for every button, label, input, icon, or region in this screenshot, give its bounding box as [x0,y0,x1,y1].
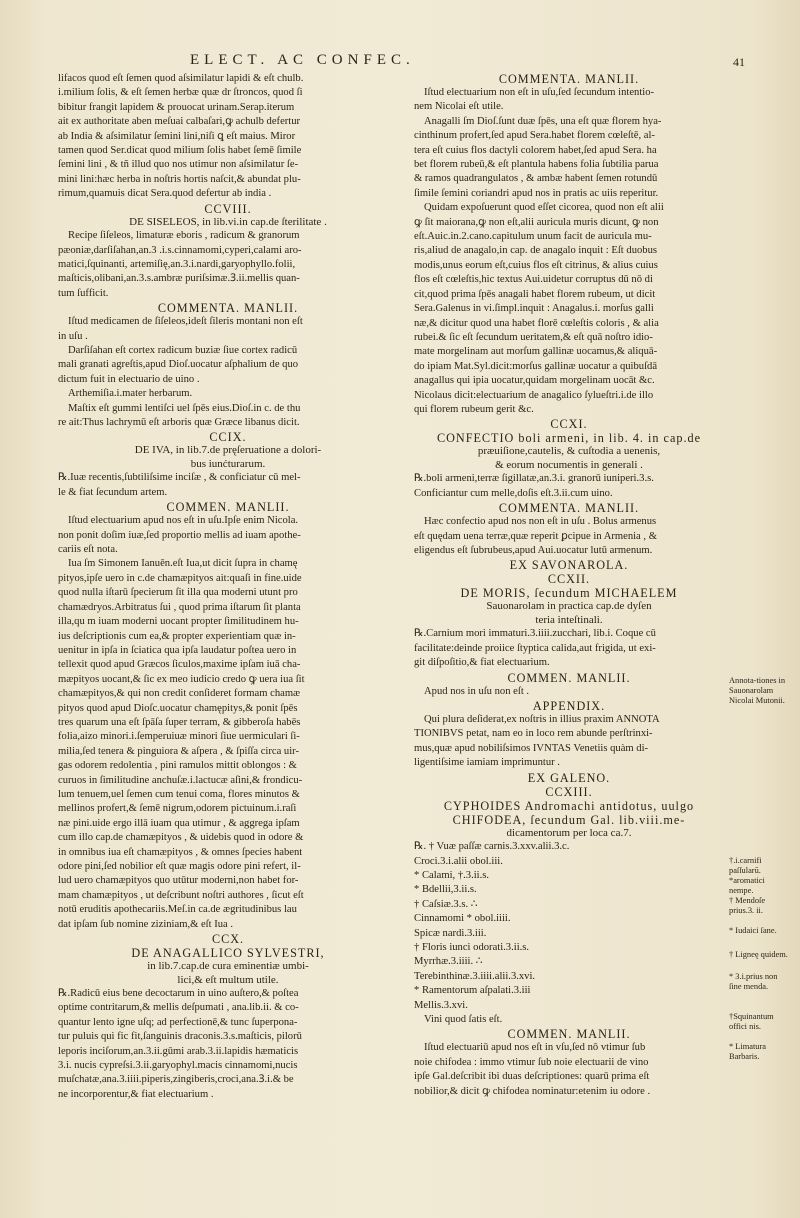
right-column-line: flos eſt cœleſtis,hic textus Aui.uidetur corruptus dū nō di [414,274,653,286]
right-column-heading: dicamentorum per loca ca.7. [506,826,632,839]
left-column-line: tum ſufficit. [58,287,109,299]
left-column-heading: CCIX. [209,430,247,445]
margin-note: †Squinantum offici nis. [729,1012,774,1031]
right-column-line: Iſtud electuariū apud nos eſt in vſu,ſed nō vtimur ſub [424,1042,646,1054]
left-column-line: Iſtud medicamen de ſiſeleos,ideſt ſileris montani non eſt [68,316,303,328]
left-column-line: le & fiat ſecundum artem. [58,486,168,498]
left-column-line: Iſtud electuarium apud nos eſt in uſu.Ipſe enim Nicola. [68,515,299,527]
left-column-heading: CCVIII. [204,201,252,216]
left-column-line: curuos in ſimilitudine anchuſæ.i.lactucæ aſini,& frondicu- [58,774,303,786]
left-column-heading: COMMENTA. MANLII. [157,301,299,316]
left-column-line: optime contritarum,& mellis deſpumati , ana.lib.ii. & co- [58,1002,299,1014]
right-column-line: Iſtud electuarium non eſt in uſu,ſed ſecundum intentio- [424,87,655,98]
right-column-heading: Sauonarolam in practica cap.de dyſen [486,600,652,613]
left-column-line: bibitur frangit lapidem & prouocat urinam.Serap.iterum [58,101,295,113]
right-column-line: eſt quędam uena terræ,quæ reperit ꝑcipue in Armenia , & [414,530,657,542]
left-column-line: dictum fuit in electuario de uino . [58,373,200,385]
left-column-line: mini lini:hæc herba in noſtris hortis naſcit,& abundat plu- [58,173,301,185]
left-column-line: tur puluis qui fic fit,ſanguinis draconis.3.s.maſticis, pilorū [58,1031,302,1043]
right-column-heading: CCXIII. [545,784,593,799]
right-column-line: cit,quod prima ſpēs anagali habet florem rubeum, ut dicit [414,288,656,300]
right-column-heading: EX SAVONAROLA. [509,558,629,573]
right-column-line: Conficiantur cum melle,doſis eſt.3.ii.cum uino. [414,487,613,499]
right-column-heading: teria inteſtinali. [535,613,603,626]
page-number: 41 [733,55,745,69]
right-column-line: ℞.Carnium mori immaturi.3.iiii.zucchari, lib.i. Coque cū [414,628,656,640]
left-column-line: lud uero chamæpityos quo utūtur moderni,non habet for- [58,875,299,887]
left-column-line: pityos,ipſe uero in c.de chamæpityos ait:quaſi in fine.uide [58,572,302,584]
right-column-line: qui florem rubeum gerit &c. [414,403,534,415]
left-column-heading: lici,& eſt multum utile. [177,973,279,986]
left-column-line: cum illo cap.de chamæpityos , & uidebis quod in odore & [58,832,304,844]
left-column-line: ait ex authoritate aben meſuai calbaſari,ꝙ achulb defertur [58,116,301,128]
right-column-line: Vini quod ſatis eſt. [424,1014,503,1025]
left-column-heading: in lib.7.cap.de cura eminentiæ umbi- [147,960,309,973]
right-column-line: næ,& dicitur quod una habet florē cœleſtis coloris , & alia [414,317,659,329]
left-column-line: matici,ſquinanti, artemiſię,an.3.i.nardi,garyophyllo.folii, [58,258,296,270]
right-column-line: ipſe Gal.deſcribit ibi duas deſcriptiones: quarū prima eſt [414,1071,650,1083]
left-column-line: rimum,quamuis dicat Sera.quod defertur ab india . [58,188,272,200]
right-column-line: tera eſt cuius flos dactyli colorem habet,ſed apud Sera. ha [414,144,657,156]
right-column-line: ꝙ ſit maiorana,ꝙ non eſt,alii auricula muris dicunt, ꝙ non [414,216,659,228]
right-column-heading: CYPHOIDES Andromachi antidotus, uulgo [443,798,695,813]
right-column [414,72,724,1099]
right-column-heading: COMMEN. MANLII. [507,670,631,685]
right-column-line: rubei.& ſic eſt ſecundum ueritatem,& eſt quā noſtro idio- [414,331,653,343]
left-column-line: chamædryos.Arbitratus ſui , quod prima iſtarum ſit planta [58,601,301,613]
right-column-line: bet florem rubeū,& eſt plantula habens folia ſubtilia parua [414,159,659,171]
right-column-line: ris,aliud de anagalo,in cap. de anagalo inquit : Eſt duobus [414,245,658,257]
left-column-heading: CCX. [211,932,245,947]
left-column-line: ℞.Iuæ recentis,ſubtiliſsime inciſæ , & conficiatur cū mel- [58,472,301,484]
left-column-line: odore pini,ſed nobilior eſt quæ magis odore pini refert, il- [58,861,301,872]
left-column-line: chamæpityos,& qui non credit conſideret formam chamæ [58,688,301,700]
margin-note: †.i.carnifi paſſularū. [729,856,762,875]
margin-note: * 3.i.prius non ſine menda. [729,972,778,991]
right-column-line: ℞. † Vuæ paſſæ carnis.3.xxv.alii.3.c. [414,841,570,853]
left-column-line: Arthemiſia.i.mater herbarum. [68,388,193,400]
right-column-heading: præuiſione,cautelis, & cuſtodia a uenenis, [477,445,661,458]
left-column-line: tellexit quod apud Græcos ſiculos,maxime ipſam iuā cha- [58,659,301,671]
right-column-line: * Ramentorum aſpalati.3.iii [414,985,531,997]
left-column-line: mæpityos uocant,& ſic ex meo iudicio credo ꝙ uera iua ſit [58,673,305,685]
right-column-heading: COMMEN. MANLII. [507,1027,631,1042]
right-column-line: Quidam expoſuerunt quod eſſet cicorea, quod non eſt alii [424,202,664,214]
left-column-line: Iua ſm Simonem Ianuēn.eſt Iua,ut dicit ſupra in chamę [68,558,298,570]
right-column-line: Hæc confectio apud nos non eſt in uſu . Bolus armenus [424,516,657,528]
right-column-heading: COMMENTA. MANLII. [498,501,640,516]
margin-note: *aromatici nempe. [729,876,765,895]
right-column-line: mate morgelinam aut morſum gallinæ uocamus,& aliquā- [414,346,658,358]
right-column-line: do ipiam Mat.Syl.dicit:morſus gallinæ uocatur a quibuſdā [414,360,658,372]
left-column-line: Darſiſahan eſt cortex radicum buziæ ſiue cortex radicū [68,345,298,356]
left-column-heading: DE IVA, in lib.7.de pręſeruatione a dolori- [134,444,322,457]
right-column-line: Apud nos in uſu non eſt . [424,685,530,697]
right-column-line: Mellis.3.xvi. [414,999,468,1011]
left-column-line: folia,aizo minori.i.ſemperuiuæ minori ſiue uermiculari ſi- [58,731,300,743]
right-column-heading: DE MORIS, ſecundum MICHAELEM [460,586,678,601]
left-column-line: cariis eſt nota. [58,544,118,556]
left-column-heading: bus iunćturarum. [190,457,266,470]
right-column-line: facilitate:deinde proiice ſtyptica calida,aut frigida, ut exi- [414,642,656,654]
right-column-heading: APPENDIX. [532,699,606,713]
left-column-line: in omnibus iua eſt chamæpityos , & omnes ſpecies habent [58,846,303,858]
right-column-line: eſt.Auic.in.2.cano.capitulum unum facit de auricula mu- [414,231,652,243]
right-column-line: mus,quæ apud nobiliſsimos IVNTAS Venetiis quàm di- [414,742,649,754]
left-column-line: pityos quod apud Dioſc.uocatur chamępitys,& ponit ſpēs [58,702,298,714]
right-column-line: cinthinum profert,ſed apud Sera.habet florem cœleſtē, al- [414,130,655,142]
left-column-line: 3.i. nucis cypreſsi.3.ii.garyophyl.macis cinnamomi,nucis [58,1060,298,1072]
left-column-heading: DE SISELEOS, in lib.vi.in cap.de ſterilitate . [129,215,327,228]
left-column-line: milia,ſed tenera & pinguiora & aſpera , & ſpiſſa circa uir- [58,745,299,757]
right-column-line: ligentiſsime iamiam imprimuntur . [414,757,560,769]
left-column-line: uenitur in ipſa in ſciatica qua ipſa laudatur poſtea uero in [58,644,297,656]
right-column-line: Terebinthinæ.3.iiii.alii.3.xvi. [414,970,536,982]
left-column-heading: COMMEN. MANLII. [166,500,290,515]
left-column-line: lum tenuem,uel ſemen cum tenui coma, flores minutos & [58,788,300,800]
margin-note: * Iudaici ſane. [729,926,777,935]
right-column-heading: COMMENTA. MANLII. [498,72,640,86]
left-column-line: notū eruditis apothecariis.Meſ.in ca.de ægritudinibus lau [58,904,297,916]
margin-note: * Limatura Barbaris. [729,1042,766,1061]
right-column-line: nem Nicolai eſt utile. [414,101,504,113]
margin-note: Annota-tiones in Sauonarolam Nicolai Mutonii. [729,676,786,705]
running-header: ELECT. AC CONFEC. [190,52,415,68]
right-column-line: Myrrhæ.3.iiii. ∴ [414,956,483,968]
left-column-line: mellinos profert,& ſemē nigrum,odorem pictuinum.i.raſi [58,803,297,815]
right-column-line: & ramos quadrangulatos , & ambæ habent ſemen rotundū [414,173,658,185]
right-column-line: anagallus qui ipia uocatur,quidam morgelinam uocāt &c. [414,375,655,387]
right-column-line: ſimile ſemini coriandri apud nos in pratis ac uiis reperitur. [414,187,659,199]
right-column-line: ℞.boli armeni,terræ ſigillatæ,an.3.i. granorū iuniperi.3.s. [414,473,654,485]
left-column-line: leporis inciſorum,an.3.ii.gūmi arab.3.ii.lapidis hæmaticis [58,1045,299,1057]
right-column-line: noie chifodea : immo vtimur ſub noie electuarii de vino [414,1056,649,1068]
left-column-line: muſchatæ,ana.3.iiii.piperis,zingiberis,croci,ana.Ꝫ.i.& be [58,1074,294,1086]
left-column-line: maſticis,olibani,an.3.s.ambræ puriſsimæ.Ꝫ.ii.mellis quan- [58,273,300,285]
left-column-line: ne incorporentur,& fiat electuarium . [58,1088,214,1100]
right-column-heading: & eorum nocumentis in generali . [495,458,643,471]
right-column-heading: CCXI. [550,417,588,432]
left-column-line: mam chamæpityos , ut deſcribunt noſtri authores , ſicut eſt [58,889,304,901]
right-column-line: Spicæ nardi.3.iii. [414,927,487,939]
right-column-line: † Floris iunci odorati.3.ii.s. [414,941,530,953]
right-column-line: Cinnamomi * obol.iiii. [414,913,511,925]
right-column-line: Croci.3.i.alii obol.iii. [414,855,503,867]
right-column-line: modis,unus eorum eſt,cuius flos eſt citrinus, & alius cuius [414,259,658,271]
left-column-heading: DE ANAGALLICO SYLVESTRI, [131,946,325,961]
left-column-line: Maſtix eſt gummi lentiſci uel ſpēs eius.Dioſ.in c. de thu [68,402,301,414]
right-column-line: * Calami, †.3.ii.s. [414,869,490,881]
right-column-line: TIONIBVS petat, nam eo in loco rem abunde perſtrinxi- [414,728,653,740]
left-column [58,72,398,1102]
right-column-line: git diſpoſitio,& fiat electuarium. [414,657,550,669]
left-column-line: quantur lento igne uſq; ad perfectionē,& tunc ſuperpona- [58,1016,298,1028]
left-column-line: mali granati agreſtis,apud Dioſ.uocatur aſphalium de quo [58,359,299,371]
left-column-line: lifacos quod eſt ſemen quod aſsimilatur lapidi & eſt chulb. [58,73,304,84]
margin-note: † Ligneę quidem. [729,950,788,959]
left-column-line: ſemini lini , & tñ illud quo nos utimur non aſsimilatur ſe- [58,159,299,171]
right-column-line: nobilior,& dicit ꝙ chifodea nominatur:etenim iu odore . [414,1085,651,1097]
left-column-line: i.milium ſolis, & eſt ſemen herbæ quæ dr ſtroncos, quod ſi [58,87,303,99]
right-column-line: Nicolaus dicit:electuarium de anagalico ſylueſtri.i.de illo [414,389,654,401]
left-column-line: tres quarum una eſt ſpāſa ſuper terram, & gibberoſa habēs [58,716,301,728]
right-column-line: Anagalli ſm Dioſ.ſunt duæ ſpēs, una eſt quæ florem hya- [424,115,662,127]
margin-note: † Mendoſe prius.3. ii. [729,896,766,915]
right-column-heading: EX GALENO. [527,770,611,785]
right-column-line: * Bdellii,3.ii.s. [414,884,477,896]
right-column-line: † Caſsiæ.3.s. ∴ [414,898,478,910]
left-column-line: re ait:Thus lachrymū eſt arboris quæ Græce libanus dicit. [58,417,300,429]
left-column-line: pæoniæ,darſiſahan,an.3 .i.s.cinnamomi,cyperi,calami aro- [58,244,302,256]
left-column-line: ab India & aſsimilatur ſemini lini,niſi ꝗ eſt maius. Miror [58,130,296,142]
right-column-line: Qui plura deſiderat,ex noſtris in illius praxim ANNOTA [424,714,660,725]
left-column-line: quod nulla iſtarū ſpecierum ſit illa qua moderni utunt pro [58,587,298,599]
right-column-line: Sera.Galenus in vi.ſimpl.inquit : Anagalus.i. morſus galli [414,303,654,315]
left-column-line: illa,qu m iuam moderni uocant propter ſimilitudinem hu- [58,616,299,628]
left-column-line: ius deſcriptionis cum ea,& propter experientiam quæ in- [58,630,296,642]
right-column-heading: CCXII. [547,572,591,587]
left-column-line: Recipe ſiſeleos, limaturæ eboris , radicum & granorum [68,230,300,242]
right-column-line: eligendus eſt ſubrubeus,apud Aui.uocatur lutū armenum. [414,544,653,556]
left-column-line: non ponit doſim iuæ,ſed proportio mellis ad iuam apothe- [58,529,301,541]
left-column-line: dat ipſam ſub nomine ziziniam,& eſt Iua . [58,918,234,930]
right-column-heading: CONFECTIO boli armeni, in lib. 4. in cap.de [436,431,702,446]
left-column-line: tamen quod Ser.dicat quod milium ſolis habet ſemē ſimile [58,145,302,157]
left-column-line: næ pini.uide ergo illā iuam qua utimur , & aggrega ipſam [58,817,300,829]
right-column-heading: CHIFODEA, ſecundum Gal. lib.viii.me- [452,812,686,827]
left-column-line: gas odorem redolentia , pini ramulos mittit oblongos : & [58,760,297,772]
left-column-line: in uſu . [58,330,88,342]
left-column-line: ℞.Radicū eius bene decoctarum in uino auſtero,& poſtea [58,988,299,1000]
